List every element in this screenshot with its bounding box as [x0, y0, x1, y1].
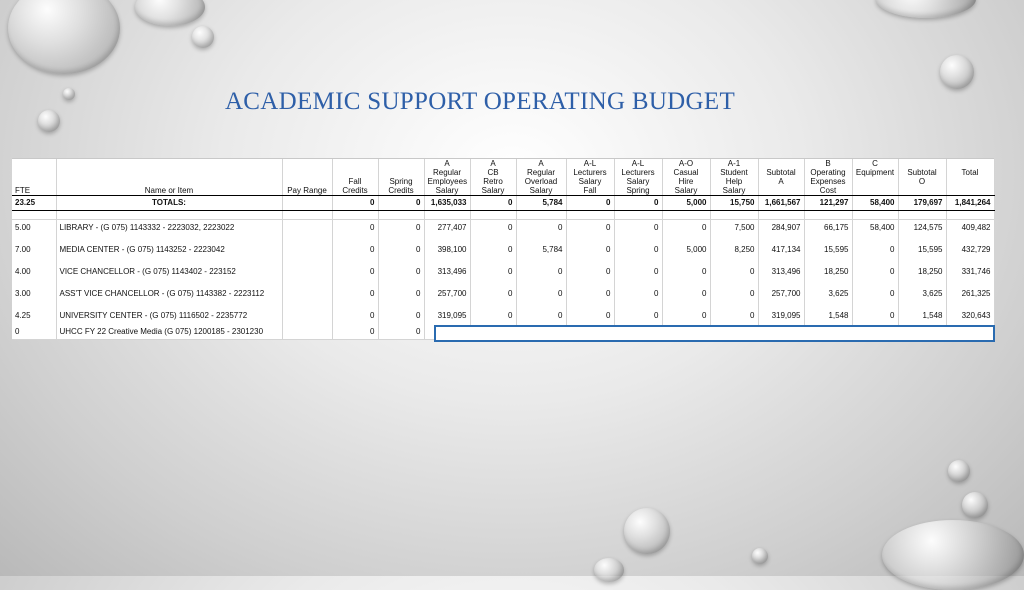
cell[interactable] [946, 186, 994, 196]
cell[interactable]: 409,482 [946, 220, 994, 237]
cell[interactable] [852, 177, 898, 186]
cell[interactable]: 0 [378, 242, 424, 258]
cell[interactable] [378, 168, 424, 177]
cell[interactable]: 5,784 [516, 242, 566, 258]
cell[interactable] [282, 177, 332, 186]
cell[interactable]: Regular [516, 168, 566, 177]
cell[interactable]: 331,746 [946, 264, 994, 280]
cell[interactable] [898, 211, 946, 220]
cell[interactable]: 58,400 [852, 196, 898, 211]
cell[interactable]: Fall [566, 186, 614, 196]
water-drop-decoration [876, 0, 976, 18]
cell[interactable]: 0 [332, 308, 378, 324]
cell[interactable] [282, 264, 332, 280]
cell[interactable] [470, 211, 516, 220]
cell[interactable]: CB [470, 168, 516, 177]
cell[interactable] [56, 168, 282, 177]
cell[interactable]: 320,643 [946, 308, 994, 324]
cell[interactable] [516, 211, 566, 220]
cell[interactable]: 0 [378, 196, 424, 211]
cell[interactable]: 1,661,567 [758, 196, 804, 211]
cell[interactable]: 0 [852, 286, 898, 302]
water-drop-decoration [624, 508, 670, 554]
cell[interactable]: 0 [614, 242, 662, 258]
water-drop-decoration [192, 26, 214, 48]
cell[interactable]: 0 [332, 196, 378, 211]
cell[interactable]: Equipment [852, 168, 898, 177]
cell[interactable]: 0 [516, 264, 566, 280]
cell[interactable]: 121,297 [804, 196, 852, 211]
cell[interactable]: MEDIA CENTER - (G 075) 1143252 - 2223042 [56, 242, 282, 258]
cell[interactable]: A [470, 159, 516, 168]
cell[interactable]: 3,625 [898, 286, 946, 302]
table-row [12, 286, 994, 302]
cell[interactable]: 0 [470, 286, 516, 302]
cell[interactable]: Help [710, 177, 758, 186]
cell[interactable] [282, 286, 332, 302]
budget-spreadsheet[interactable] [12, 158, 994, 340]
cell[interactable]: 432,729 [946, 242, 994, 258]
cell[interactable]: Total [946, 168, 994, 177]
header-row [12, 186, 994, 196]
cell[interactable] [758, 159, 804, 168]
cell[interactable]: 0 [710, 286, 758, 302]
cell[interactable]: 58,400 [852, 220, 898, 237]
cell[interactable]: Lecturers [566, 168, 614, 177]
cell[interactable]: 0 [378, 324, 424, 340]
cell[interactable]: C [852, 159, 898, 168]
cell[interactable]: 8,250 [710, 242, 758, 258]
cell[interactable] [804, 211, 852, 220]
water-drop-decoration [962, 492, 988, 518]
cell[interactable] [332, 159, 378, 168]
cell[interactable]: 18,250 [804, 264, 852, 280]
cell[interactable]: 277,407 [424, 220, 470, 237]
cell[interactable]: 15,595 [804, 242, 852, 258]
cell[interactable]: A [516, 159, 566, 168]
cell[interactable]: Regular [424, 168, 470, 177]
cell[interactable]: 319,095 [758, 308, 804, 324]
cell[interactable]: 0 [470, 220, 516, 237]
cell[interactable] [662, 211, 710, 220]
budget-table [12, 159, 995, 340]
cell[interactable]: 0 [470, 242, 516, 258]
cell[interactable]: 0 [332, 264, 378, 280]
cell[interactable] [852, 186, 898, 196]
cell[interactable]: Retro [470, 177, 516, 186]
cell[interactable] [282, 211, 332, 220]
cell[interactable]: A [758, 177, 804, 186]
cell[interactable]: Salary [424, 186, 470, 196]
cell[interactable]: 0 [378, 308, 424, 324]
cell[interactable]: Hire [662, 177, 710, 186]
cell[interactable]: A-O [662, 159, 710, 168]
cell[interactable] [332, 211, 378, 220]
cell[interactable] [614, 211, 662, 220]
cell[interactable]: 1,635,033 [424, 196, 470, 211]
header-row [12, 159, 994, 168]
cell[interactable]: 0 [378, 220, 424, 237]
cell[interactable]: 15,750 [710, 196, 758, 211]
cell[interactable] [282, 168, 332, 177]
cell[interactable]: Credits [378, 186, 424, 196]
cell[interactable]: TOTALS: [56, 196, 282, 211]
table-row [12, 308, 994, 324]
cell[interactable] [378, 211, 424, 220]
cell[interactable]: 0 [566, 264, 614, 280]
cell[interactable]: Overload [516, 177, 566, 186]
cell[interactable]: 5.00 [12, 220, 56, 237]
cell[interactable]: 257,700 [758, 286, 804, 302]
header-row [12, 168, 994, 177]
cell[interactable]: 0 [332, 242, 378, 258]
cell[interactable] [332, 168, 378, 177]
cell[interactable]: 0 [614, 264, 662, 280]
cell[interactable]: VICE CHANCELLOR - (G 075) 1143402 - 223152 [56, 264, 282, 280]
cell[interactable]: Employees [424, 177, 470, 186]
cell[interactable] [378, 159, 424, 168]
cell[interactable]: 0 [332, 220, 378, 237]
cell[interactable] [282, 196, 332, 211]
cell[interactable]: 0 [614, 308, 662, 324]
cell[interactable]: A-1 [710, 159, 758, 168]
cell[interactable]: Spring [378, 177, 424, 186]
cell[interactable]: 261,325 [946, 286, 994, 302]
cell[interactable] [282, 220, 332, 237]
cell[interactable]: UHCC FY 22 Creative Media (G 075) 1200185 - 2301230 [56, 324, 282, 340]
cell[interactable]: 0 [710, 308, 758, 324]
cell[interactable]: 0 [614, 196, 662, 211]
cell[interactable]: Operating [804, 168, 852, 177]
cell[interactable] [282, 242, 332, 258]
selected-cell-range[interactable] [434, 325, 995, 342]
cell[interactable]: 0 [662, 308, 710, 324]
table-row [12, 220, 994, 237]
cell[interactable]: 5,000 [662, 196, 710, 211]
cell[interactable]: 0 [470, 264, 516, 280]
water-drop-decoration [594, 558, 624, 582]
cell[interactable]: 0 [378, 264, 424, 280]
water-drop-decoration [940, 55, 974, 89]
cell[interactable] [758, 186, 804, 196]
cell[interactable]: A [424, 159, 470, 168]
cell[interactable]: Cost [804, 186, 852, 196]
cell[interactable]: ASS'T VICE CHANCELLOR - (G 075) 1143382 - 2223112 [56, 286, 282, 302]
cell[interactable]: 0 [332, 286, 378, 302]
cell[interactable]: Expenses [804, 177, 852, 186]
cell[interactable]: 417,134 [758, 242, 804, 258]
cell[interactable]: 398,100 [424, 242, 470, 258]
cell[interactable]: 5,000 [662, 242, 710, 258]
cell[interactable] [56, 211, 282, 220]
cell[interactable]: O [898, 177, 946, 186]
cell[interactable]: 66,175 [804, 220, 852, 237]
cell[interactable]: 319,095 [424, 308, 470, 324]
cell[interactable]: Salary [516, 186, 566, 196]
table-row [12, 264, 994, 280]
cell[interactable] [56, 159, 282, 168]
table-row [12, 242, 994, 258]
cell[interactable] [12, 177, 56, 186]
cell[interactable]: 18,250 [898, 264, 946, 280]
cell[interactable]: Student [710, 168, 758, 177]
cell[interactable] [56, 177, 282, 186]
cell[interactable]: 0 [516, 220, 566, 237]
cell[interactable]: 4.00 [12, 264, 56, 280]
cell[interactable]: Salary [614, 177, 662, 186]
cell[interactable]: B [804, 159, 852, 168]
cell[interactable]: 0 [852, 264, 898, 280]
cell[interactable] [12, 168, 56, 177]
cell[interactable]: 0 [614, 286, 662, 302]
cell[interactable] [710, 211, 758, 220]
cell[interactable] [946, 211, 994, 220]
cell[interactable] [946, 159, 994, 168]
cell[interactable] [282, 159, 332, 168]
cell[interactable]: UNIVERSITY CENTER - (G 075) 1116502 - 2235772 [56, 308, 282, 324]
water-drop-decoration [882, 520, 1024, 590]
cell[interactable]: FTE [12, 186, 56, 196]
cell[interactable]: Fall [332, 177, 378, 186]
cell[interactable]: 0 [662, 286, 710, 302]
cell[interactable]: 0 [566, 308, 614, 324]
cell[interactable]: Lecturers [614, 168, 662, 177]
cell[interactable]: 0 [566, 286, 614, 302]
cell[interactable]: 0 [566, 220, 614, 237]
cell[interactable]: 5,784 [516, 196, 566, 211]
page-title: ACADEMIC SUPPORT OPERATING BUDGET [224, 88, 736, 115]
cell[interactable]: 3,625 [804, 286, 852, 302]
cell[interactable]: Salary [710, 186, 758, 196]
cell[interactable]: Salary [566, 177, 614, 186]
cell[interactable]: 0 [566, 196, 614, 211]
cell[interactable] [424, 211, 470, 220]
cell[interactable]: Casual [662, 168, 710, 177]
water-drop-decoration [948, 460, 970, 482]
cell[interactable]: 0 [470, 196, 516, 211]
cell[interactable]: 124,575 [898, 220, 946, 237]
cell[interactable]: 0 [470, 308, 516, 324]
cell[interactable]: 1,548 [898, 308, 946, 324]
cell[interactable]: 0 [710, 264, 758, 280]
cell[interactable]: 4.25 [12, 308, 56, 324]
header-row [12, 177, 994, 186]
cell[interactable]: 313,496 [758, 264, 804, 280]
cell[interactable]: Pay Range [282, 186, 332, 196]
cell[interactable]: 1,841,264 [946, 196, 994, 211]
cell[interactable]: 0 [662, 264, 710, 280]
cell[interactable]: 179,697 [898, 196, 946, 211]
cell[interactable]: A-L [566, 159, 614, 168]
cell[interactable]: 23.25 [12, 196, 56, 211]
cell[interactable]: 0 [852, 242, 898, 258]
cell[interactable]: 284,907 [758, 220, 804, 237]
cell[interactable]: Name or Item [56, 186, 282, 196]
cell[interactable]: 7.00 [12, 242, 56, 258]
cell[interactable] [946, 177, 994, 186]
cell[interactable] [282, 308, 332, 324]
cell[interactable]: 7,500 [710, 220, 758, 237]
cell[interactable]: 313,496 [424, 264, 470, 280]
cell[interactable] [12, 159, 56, 168]
cell[interactable]: Subtotal [758, 168, 804, 177]
cell[interactable]: 1,548 [804, 308, 852, 324]
cell[interactable]: 257,700 [424, 286, 470, 302]
water-drop-decoration [8, 0, 120, 74]
cell[interactable]: LIBRARY - (G 075) 1143332 - 2223032, 2223022 [56, 220, 282, 237]
cell[interactable]: 0 [516, 286, 566, 302]
cell[interactable] [898, 159, 946, 168]
cell[interactable]: 0 [662, 220, 710, 237]
cell[interactable]: A-L [614, 159, 662, 168]
cell[interactable]: Spring [614, 186, 662, 196]
cell[interactable]: Credits [332, 186, 378, 196]
cell[interactable]: 0 [332, 324, 378, 340]
cell[interactable] [758, 211, 804, 220]
cell[interactable] [852, 211, 898, 220]
cell[interactable] [898, 186, 946, 196]
cell[interactable]: Subtotal [898, 168, 946, 177]
water-drop-decoration [135, 0, 205, 26]
cell[interactable] [566, 211, 614, 220]
totals-row [12, 196, 994, 211]
water-drop-decoration [752, 548, 768, 564]
cell[interactable]: Salary [662, 186, 710, 196]
cell[interactable]: 15,595 [898, 242, 946, 258]
cell[interactable]: 0 [852, 308, 898, 324]
cell[interactable] [12, 211, 56, 220]
cell[interactable]: 0 [12, 324, 56, 340]
cell[interactable] [282, 324, 332, 340]
cell[interactable]: 0 [614, 220, 662, 237]
cell[interactable]: 0 [516, 308, 566, 324]
cell[interactable]: Salary [470, 186, 516, 196]
cell[interactable]: 0 [566, 242, 614, 258]
cell[interactable]: 0 [378, 286, 424, 302]
blank-row [12, 211, 994, 220]
cell[interactable]: 3.00 [12, 286, 56, 302]
